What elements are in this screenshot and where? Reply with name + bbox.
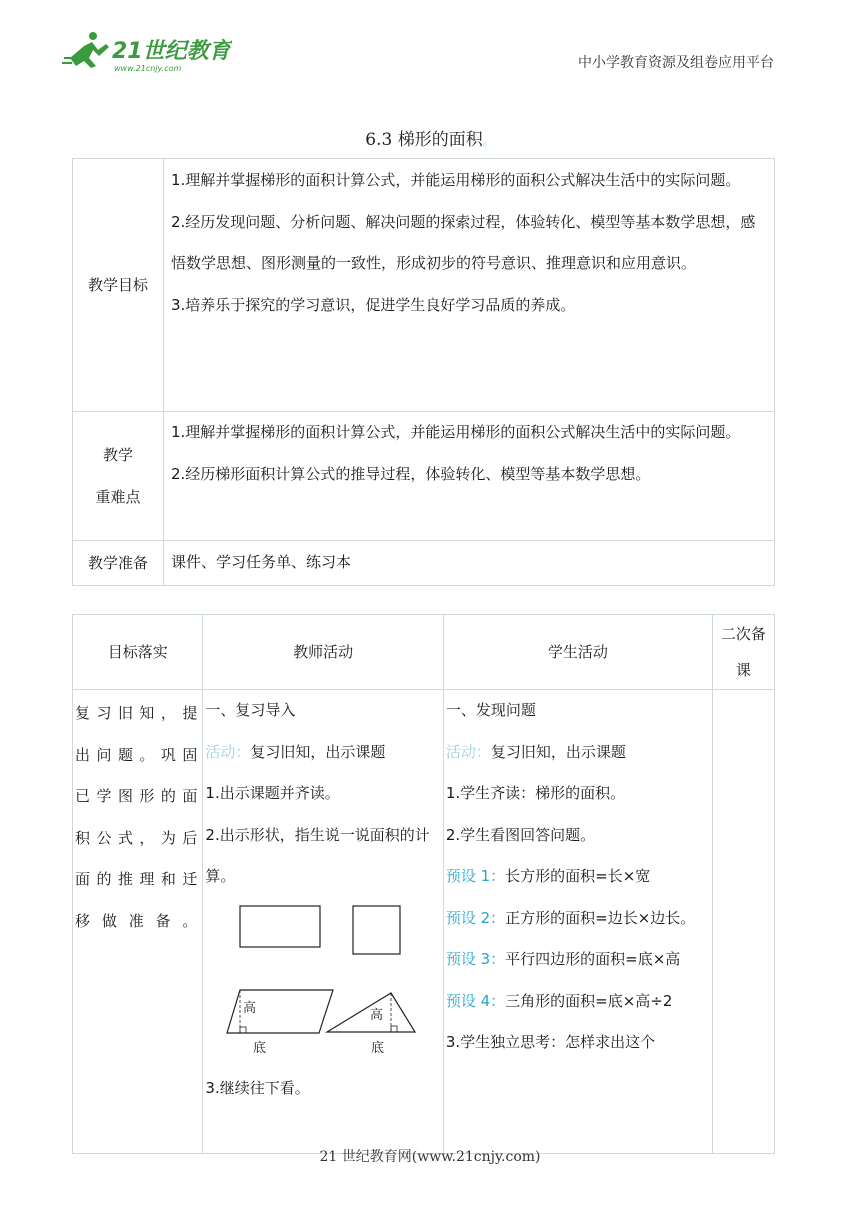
rectangle-shape [240, 906, 320, 947]
table-header-row [73, 615, 775, 690]
title-mark: 。 [482, 134, 495, 148]
key-point-item: 1.理解并掌握梯形的面积计算公式，并能运用梯形的面积公式解决生活中的实际问题。 [171, 423, 741, 441]
platform-name: 中小学教育资源及组卷应用平台 [578, 55, 774, 71]
goal-item: 3.培养乐于探究的学习意识，促进学生良好学习品质的养成。 [171, 295, 576, 314]
site-logo [62, 28, 232, 76]
shapes-figure [205, 898, 442, 1068]
notes-cell [712, 690, 774, 1154]
prep-content: 课件、学习任务单、练习本 [164, 541, 775, 586]
preset-item: 预设 1：长方形的面积=长×宽 [445, 867, 651, 885]
table-row [73, 690, 775, 1154]
logo-text: 21世纪教育 [112, 39, 231, 64]
student-step: 1.学生齐读：梯形的面积。 [445, 784, 626, 802]
preset-item: 预设 2：正方形的面积=边长×边长。 [445, 908, 696, 927]
key-points-content [164, 412, 775, 541]
square-shape [353, 906, 400, 954]
key-points-row [73, 412, 775, 541]
teacher-cell [203, 690, 443, 1154]
goal-item: 2.经历发现问题、分析问题、解决问题的探索过程，体验转化、模型等基本数学思想，感悟数学思想、图形测量的一致性，形成初步的符号意识、推理意识和应用意识。 [171, 212, 756, 272]
student-step: 3.学生独立思考：怎样求出这个 [445, 1033, 656, 1051]
teacher-step: 1.出示课题并齐读。 [205, 784, 340, 802]
key-points-label: 教学 重难点 [73, 412, 164, 541]
goals-content [164, 159, 775, 412]
parallelogram-base-label: 底 [253, 1040, 267, 1056]
header-goal: 目标落实 [73, 615, 203, 690]
parallelogram-height-label: 高 [243, 1000, 257, 1016]
student-step: 2.学生看图回答问题。 [445, 825, 596, 844]
goal-cell: 复习旧知，提出问题。巩固已学图形的面积公式，为后面的推理和迁移做准备。 [73, 690, 203, 1154]
teacher-step: 3.继续往下看。 [205, 1078, 310, 1097]
student-activity: 活动：复习旧知，出示课题 [445, 742, 626, 761]
logo-url: www.21cnjy.com [114, 64, 182, 73]
student-section: 一、发现问题 [445, 701, 536, 719]
prep-label: 教学准备 [73, 541, 164, 586]
info-table [72, 158, 775, 586]
page-footer: 21 世纪教育网(www.21cnjy.com) [319, 1149, 541, 1165]
header-notes: 二次备课 [712, 615, 774, 690]
header-student: 学生活动 [443, 615, 712, 690]
student-cell [443, 690, 712, 1154]
goal-item: 1.理解并掌握梯形的面积计算公式，并能运用梯形的面积公式解决生活中的实际问题。 [171, 171, 741, 189]
preset-item: 预设 3：平行四边形的面积=底×高 [445, 950, 681, 968]
teacher-section: 一、复习导入 [205, 701, 296, 719]
teacher-activity: 活动：复习旧知，出示课题 [205, 742, 386, 761]
goals-row [73, 159, 775, 412]
lesson-plan-table [72, 614, 775, 1154]
preset-item: 预设 4：三角形的面积=底×高÷2 [445, 991, 673, 1010]
triangle-base-label: 底 [371, 1040, 385, 1056]
header-teacher: 教师活动 [203, 615, 443, 690]
goals-label: 教学目标 [73, 159, 164, 412]
page-title: 6.3 梯形的面积。 [365, 130, 495, 150]
key-point-item: 2.经历梯形面积计算公式的推导过程，体验转化、模型等基本数学思想。 [171, 464, 651, 483]
triangle-height-label: 高 [370, 1007, 384, 1023]
teacher-step: 2.出示形状，指生说一说面积的计算。 [205, 825, 430, 885]
prep-row [73, 541, 775, 586]
